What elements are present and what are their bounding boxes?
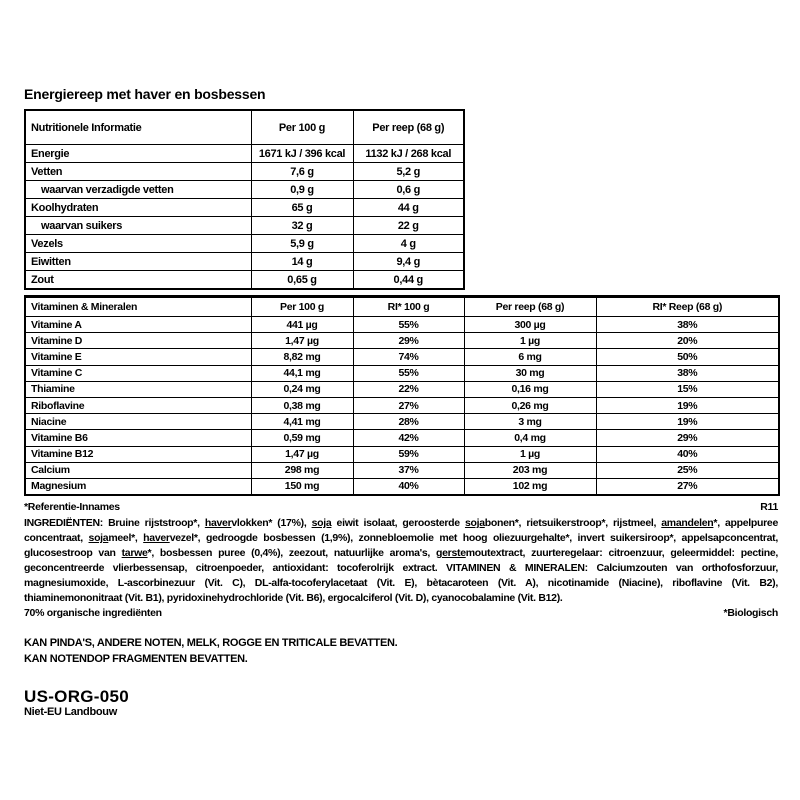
ri-per-100g: 22% (353, 381, 464, 397)
ri-per-100g: 55% (353, 317, 464, 333)
allergen-warning-2: KAN NOTENDOP FRAGMENTEN BEVATTEN. (24, 653, 248, 666)
ri-per-100g: 42% (353, 430, 464, 446)
value-per-100g: 32 g (251, 217, 353, 235)
nutrient-label: Zout (25, 271, 251, 290)
value-per-bar: 4 g (353, 235, 464, 253)
ingredients-text: vlokken* (17%), (231, 517, 312, 530)
nutrition-table-body (25, 145, 464, 290)
value-per-100g: 14 g (251, 253, 353, 271)
vitamin-label: Calcium (25, 462, 251, 478)
vitamin-label: Riboflavine (25, 397, 251, 413)
ri-per-bar: 50% (596, 349, 779, 365)
table-row (25, 478, 779, 495)
ingredients-text: eiwit isolaat, geroosterde (331, 517, 465, 530)
organic-certification-code: US-ORG-050 (24, 687, 130, 707)
nutrition-table (24, 109, 465, 290)
vitamins-table-header-perreep: Per reep (68 g) (464, 297, 596, 317)
table-row (25, 446, 779, 462)
value-per-bar: 22 g (353, 217, 464, 235)
ingredients-paragraph (24, 516, 778, 606)
organic-line (24, 606, 778, 621)
vitamin-label: Vitamine D (25, 333, 251, 349)
value-per-100g: 1671 kJ / 396 kcal (251, 145, 353, 163)
nutrition-table-header-row (25, 110, 464, 145)
nutrient-label: Energie (25, 145, 251, 163)
nutrient-label: Vezels (25, 235, 251, 253)
value-per-100g: 4,41 mg (251, 414, 353, 430)
ingredients-text: *, appelpuree concentraat, (24, 517, 778, 545)
reference-intake-note: *Referentie-Innames (24, 501, 120, 514)
allergen-warnings (24, 635, 778, 667)
ri-per-100g: 40% (353, 478, 464, 495)
value-per-100g: 0,24 mg (251, 381, 353, 397)
ri-per-100g: 59% (353, 446, 464, 462)
ingredients-text: INGREDIËNTEN: Bruine rijststroop*, (24, 517, 205, 530)
vitamin-label: Vitamine C (25, 365, 251, 381)
value-per-100g: 1,47 µg (251, 333, 353, 349)
value-per-100g: 0,9 g (251, 181, 353, 199)
page-title: Energiereep met haver en bosbessen (24, 86, 266, 102)
value-per-bar: 0,16 mg (464, 381, 596, 397)
value-per-bar: 0,4 mg (464, 430, 596, 446)
ingredients-text: *, bosbessen puree (0,4%), zeezout, natuurlijke aroma's, (147, 547, 437, 560)
value-per-100g: 0,65 g (251, 271, 353, 290)
value-per-100g: 298 mg (251, 462, 353, 478)
nutrient-label: Koolhydraten (25, 199, 251, 217)
allergen-term: haver (204, 517, 232, 530)
value-per-bar: 44 g (353, 199, 464, 217)
value-per-100g: 0,38 mg (251, 397, 353, 413)
vitamin-label: Vitamine A (25, 317, 251, 333)
vitamin-label: Thiamine (25, 381, 251, 397)
vitamin-label: Magnesium (25, 478, 251, 495)
table-row (25, 163, 464, 181)
table-row (25, 199, 464, 217)
vitamins-table-body (25, 317, 779, 496)
ri-per-bar: 25% (596, 462, 779, 478)
table-row (25, 271, 464, 290)
value-per-bar: 9,4 g (353, 253, 464, 271)
ingredients-text: vezel*, gedroogde bosbessen (1,9%), zonnebloemolie met hoog oliezuurgehalte*, invert suikersiroop*, appelsapconcentrat, glucosestroop van (24, 532, 778, 560)
table-row (25, 430, 779, 446)
nutrient-label: waarvan suikers (25, 217, 251, 235)
ri-per-bar: 19% (596, 397, 779, 413)
value-per-bar: 3 mg (464, 414, 596, 430)
biologisch-footnote: *Biologisch (723, 607, 778, 620)
agriculture-origin: Niet-EU Landbouw (24, 706, 117, 719)
allergen-term: soja (464, 517, 485, 530)
value-per-bar: 6 mg (464, 349, 596, 365)
value-per-bar: 0,44 g (353, 271, 464, 290)
ri-per-bar: 19% (596, 414, 779, 430)
ri-per-100g: 29% (353, 333, 464, 349)
ri-per-100g: 55% (353, 365, 464, 381)
table-row (25, 235, 464, 253)
value-per-100g: 8,82 mg (251, 349, 353, 365)
value-per-100g: 0,59 mg (251, 430, 353, 446)
allergen-term: gerste (436, 547, 466, 560)
allergen-term: amandelen (661, 517, 714, 530)
label-code: R11 (760, 501, 778, 514)
vitamins-table-header-row (25, 297, 779, 317)
value-per-bar: 102 mg (464, 478, 596, 495)
vitamin-label: Niacine (25, 414, 251, 430)
allergen-term: soja (88, 532, 109, 545)
ri-per-bar: 38% (596, 365, 779, 381)
allergen-term: haver (143, 532, 170, 545)
value-per-bar: 203 mg (464, 462, 596, 478)
table-row (25, 349, 779, 365)
vitamin-label: Vitamine E (25, 349, 251, 365)
value-per-100g: 441 µg (251, 317, 353, 333)
vitamin-label: Vitamine B12 (25, 446, 251, 462)
value-per-bar: 0,6 g (353, 181, 464, 199)
table-row (25, 397, 779, 413)
ri-per-100g: 27% (353, 397, 464, 413)
allergen-warning-1: KAN PINDA'S, ANDERE NOTEN, MELK, ROGGE EN TRITICALE BEVATTEN. (24, 637, 398, 650)
ri-per-bar: 15% (596, 381, 779, 397)
reference-intake-line (24, 501, 778, 513)
value-per-bar: 5,2 g (353, 163, 464, 181)
value-per-bar: 1132 kJ / 268 kcal (353, 145, 464, 163)
ri-per-100g: 28% (353, 414, 464, 430)
value-per-bar: 1 µg (464, 446, 596, 462)
ri-per-bar: 40% (596, 446, 779, 462)
value-per-bar: 300 µg (464, 317, 596, 333)
nutrient-label: waarvan verzadigde vetten (25, 181, 251, 199)
nutrient-label: Eiwitten (25, 253, 251, 271)
table-row (25, 253, 464, 271)
nutrition-table-header-info: Nutritionele Informatie (25, 110, 251, 145)
table-row (25, 365, 779, 381)
ri-per-bar: 27% (596, 478, 779, 495)
ri-per-bar: 29% (596, 430, 779, 446)
value-per-bar: 30 mg (464, 365, 596, 381)
value-per-100g: 44,1 mg (251, 365, 353, 381)
vitamin-label: Vitamine B6 (25, 430, 251, 446)
ingredients-text: meel*, (108, 532, 144, 545)
nutrient-label: Vetten (25, 163, 251, 181)
vitamins-table-header-per100: Per 100 g (251, 297, 353, 317)
value-per-100g: 7,6 g (251, 163, 353, 181)
vitamins-table-header-ri100: RI* 100 g (353, 297, 464, 317)
allergen-term: soja (311, 517, 332, 530)
ingredients-text: bonen*, rietsuikerstroop*, rijstmeel, (484, 517, 662, 530)
organic-percentage: 70% organische ingrediënten (24, 607, 162, 620)
ri-per-bar: 38% (596, 317, 779, 333)
value-per-100g: 5,9 g (251, 235, 353, 253)
value-per-100g: 65 g (251, 199, 353, 217)
ri-per-100g: 74% (353, 349, 464, 365)
label-content (24, 86, 778, 719)
table-row (25, 181, 464, 199)
table-row (25, 145, 464, 163)
ingredients-text: moutextract, zuurteregelaar: citroenzuur, geleermiddel: pectine, geconcentreerde vlierbessensap, citroenpoeder, antioxidant: tocoferolrijk extract. VITAMINEN & MINERALEN: Calciumzouten van orthofosforzuur, magnesiumoxide, L-ascorbinezuur (Vit. C), DL-alfa-tocoferylacetaat (Vit. E), bètacaroteen (Vit. A), nicotinamide (Niacine), riboflavine (Vit. B2), thiaminemononitraat (Vit. B1), pyridoxinehydrochloride (Vit. B6), ergocalciferol (Vit. D), cyanocobalamine (Vit. B12). (24, 547, 778, 605)
value-per-100g: 150 mg (251, 478, 353, 495)
value-per-bar: 0,26 mg (464, 397, 596, 413)
ri-per-bar: 20% (596, 333, 779, 349)
table-row (25, 333, 779, 349)
ri-per-100g: 37% (353, 462, 464, 478)
value-per-bar: 1 µg (464, 333, 596, 349)
vitamins-table (24, 295, 780, 496)
allergen-term: tarwe (121, 547, 148, 560)
nutrition-table-header-per100: Per 100 g (251, 110, 353, 145)
table-row (25, 381, 779, 397)
table-row (25, 462, 779, 478)
table-row (25, 414, 779, 430)
nutrition-table-header-perreep: Per reep (68 g) (353, 110, 464, 145)
vitamins-table-header-name: Vitaminen & Mineralen (25, 297, 251, 317)
table-row (25, 217, 464, 235)
value-per-100g: 1,47 µg (251, 446, 353, 462)
table-row (25, 317, 779, 333)
vitamins-table-header-rireep: RI* Reep (68 g) (596, 297, 779, 317)
